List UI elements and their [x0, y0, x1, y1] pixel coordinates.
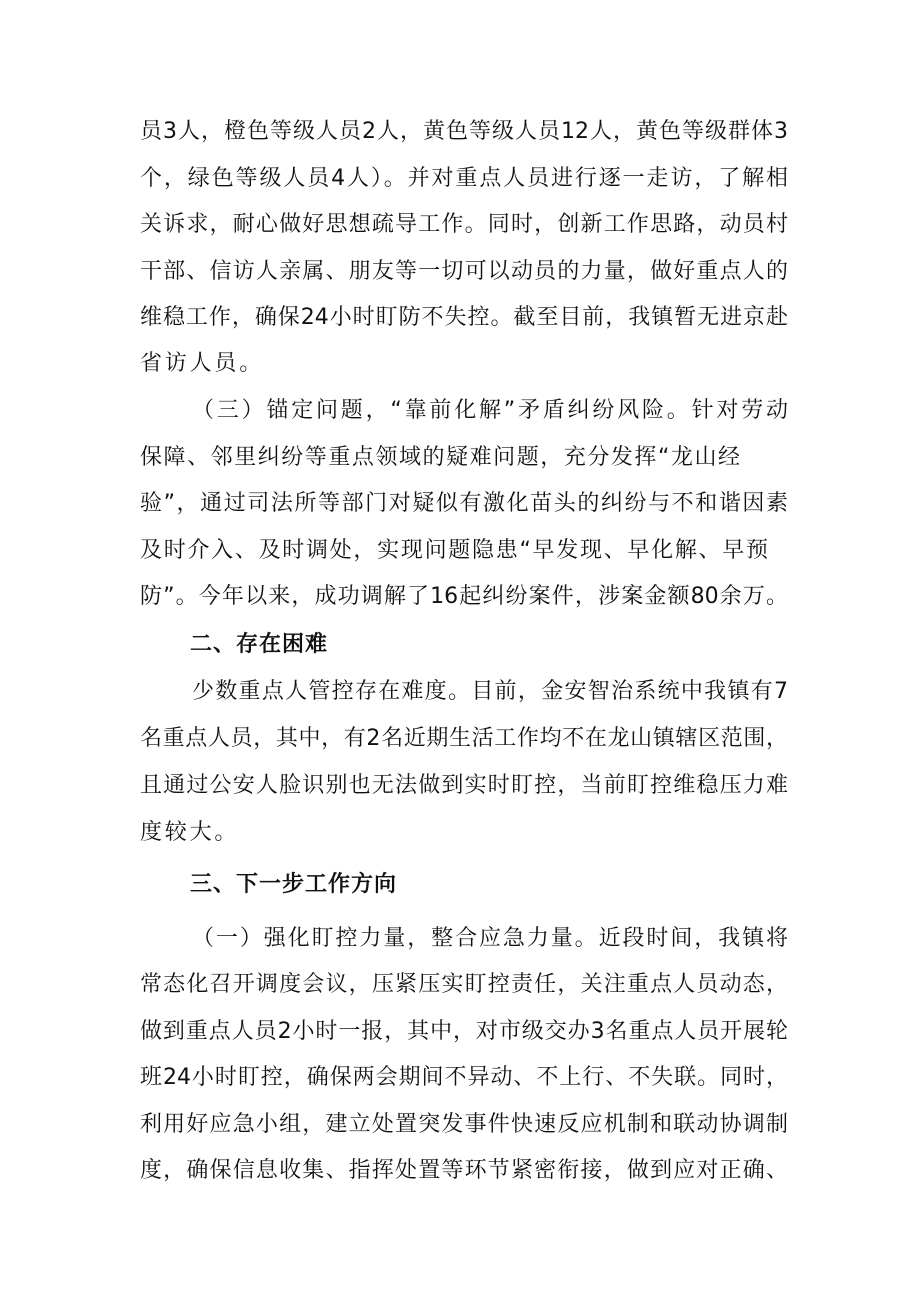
section-heading: 三、下一步工作方向 — [190, 872, 398, 897]
paragraph-line: 且通过公安人脸识别也无法做到实时盯控，当前盯控维稳压力难 — [140, 773, 788, 798]
paragraph-line: 个，绿色等级人员4人）。并对重点人员进行逐一走访，了解相 — [140, 166, 788, 191]
paragraph-line: （一）强化盯控力量，整合应急力量。近段时间，我镇将 — [192, 926, 788, 951]
paragraph-line: 班24小时盯控，确保两会期间不异动、不上行、不失联。同时， — [140, 1065, 788, 1090]
paragraph-line: 关诉求，耐心做好思想疏导工作。同时，创新工作思路，动员村 — [140, 212, 788, 237]
paragraph-line: 常态化召开调度会议，压紧压实盯控责任，关注重点人员动态， — [140, 972, 788, 997]
paragraph-line: 维稳工作，确保24小时盯防不失控。截至目前，我镇暂无进京赴 — [140, 305, 788, 330]
section-heading: 二、存在困难 — [190, 632, 329, 657]
paragraph-line: 干部、信访人亲属、朋友等一切可以动员的力量，做好重点人的 — [140, 259, 788, 284]
paragraph-line: 利用好应急小组，建立处置突发事件快速反应机制和联动协调制 — [140, 1112, 788, 1137]
paragraph-line: 度，确保信息收集、指挥处置等环节紧密衔接，做到应对正确、 — [140, 1158, 788, 1183]
paragraph-line: 验”，通过司法所等部门对疑似有激化苗头的纠纷与不和谐因素 — [140, 491, 788, 516]
paragraph-line: 做到重点人员2小时一报，其中，对市级交办3名重点人员开展轮 — [140, 1019, 788, 1044]
paragraph-line: 名重点人员，其中，有2名近期生活工作均不在龙山镇辖区范围， — [140, 726, 788, 751]
paragraph-line: 少数重点人管控存在难度。目前，金安智治系统中我镇有7 — [192, 679, 788, 704]
paragraph-line: 保障、邻里纠纷等重点领域的疑难问题，充分发挥“龙山经 — [140, 445, 740, 470]
paragraph-line: 省访人员。 — [140, 351, 265, 376]
paragraph-line: 防”。今年以来，成功调解了16起纠纷案件，涉案金额80余万。 — [140, 584, 788, 609]
paragraph-line: 度较大。 — [140, 820, 240, 845]
paragraph-line: 及时介入、及时调处，实现问题隐患“早发现、早化解、早预 — [140, 538, 768, 563]
paragraph-line: 员3人，橙色等级人员2人，黄色等级人员12人，黄色等级群体3 — [140, 119, 788, 144]
paragraph-line: （三）锚定问题，“靠前化解”矛盾纠纷风险。针对劳动 — [192, 398, 788, 423]
